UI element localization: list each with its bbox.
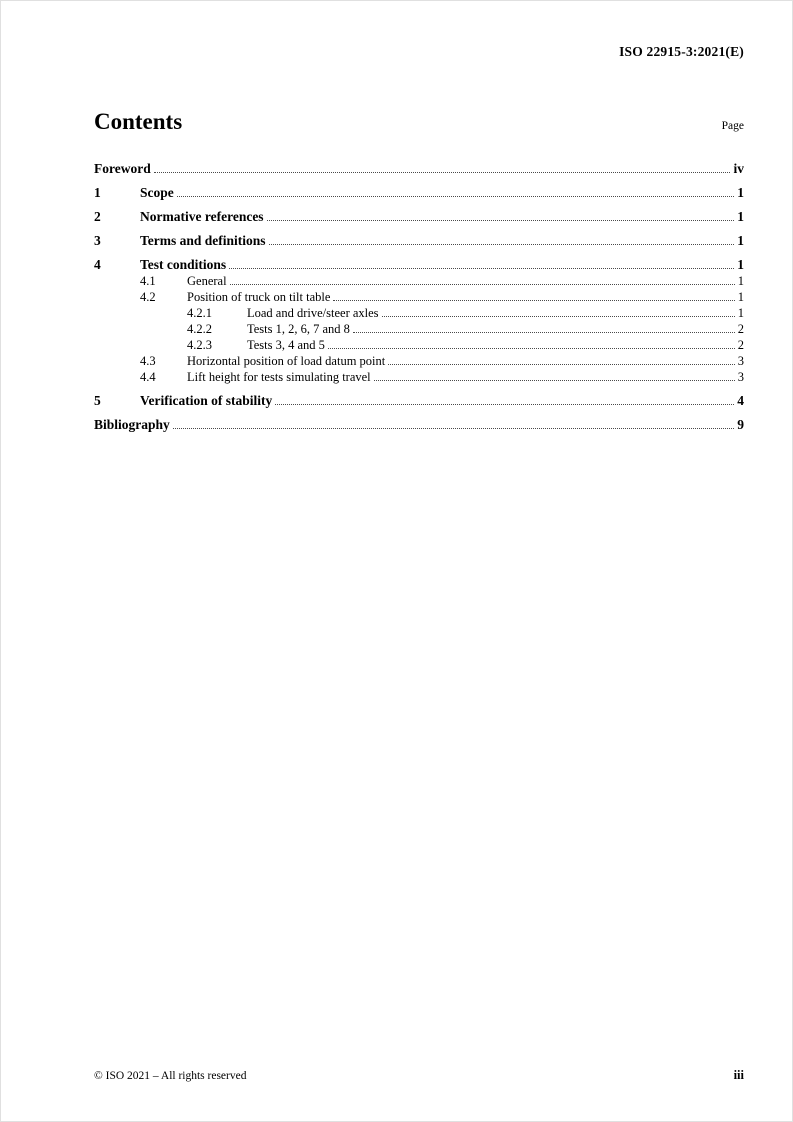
- toc-entry[interactable]: [94, 338, 744, 353]
- toc-entry-label: General: [187, 274, 227, 288]
- toc-entry-page: 1: [737, 209, 744, 224]
- toc-entry-label: Terms and definitions: [140, 233, 266, 248]
- contents-header: [94, 109, 744, 135]
- contents-title: Contents: [94, 109, 183, 134]
- toc-entry-number: 1: [94, 185, 101, 200]
- toc-entry-page: 1: [737, 274, 744, 288]
- dot-leader: [382, 316, 735, 317]
- toc-entry-page: 2: [737, 338, 744, 352]
- toc-entry-label: Tests 3, 4 and 5: [247, 338, 325, 352]
- toc-entry-number: 4.2.2: [187, 322, 212, 336]
- toc-entry-page: 3: [737, 370, 744, 384]
- dot-leader: [173, 428, 734, 429]
- toc-entry-page: 1: [737, 185, 744, 200]
- dot-leader: [177, 196, 735, 197]
- toc-entry[interactable]: [94, 322, 744, 337]
- dot-leader: [353, 332, 735, 333]
- copyright-notice: © ISO 2021 – All rights reserved: [94, 1070, 247, 1082]
- toc-entry-label: Scope: [140, 185, 174, 200]
- toc-entry[interactable]: [94, 185, 744, 201]
- dot-leader: [230, 284, 735, 285]
- toc-entry-number: 4.3: [140, 354, 156, 368]
- toc-entry-number: 4: [94, 257, 101, 272]
- toc-entry[interactable]: [94, 370, 744, 385]
- toc-entry-page: iv: [733, 161, 744, 176]
- toc-entry-page: 1: [737, 290, 744, 304]
- toc-entry-number: 4.2: [140, 290, 156, 304]
- toc-entry[interactable]: [94, 354, 744, 369]
- toc-entry-page: 1: [737, 257, 744, 272]
- toc-entry-label: Load and drive/steer axles: [247, 306, 379, 320]
- dot-leader: [374, 380, 735, 381]
- toc-entry[interactable]: [94, 257, 744, 273]
- toc-entry-number: 4.2.1: [187, 306, 212, 320]
- toc-entry[interactable]: [94, 417, 744, 433]
- dot-leader: [269, 244, 735, 245]
- toc-entry-label: Position of truck on tilt table: [187, 290, 331, 304]
- page-column-label: Page: [721, 120, 744, 132]
- toc-entry-label: Lift height for tests simulating travel: [187, 370, 371, 384]
- toc-entry-number: 3: [94, 233, 101, 248]
- toc-entry[interactable]: [94, 393, 744, 409]
- toc-entry-number: 5: [94, 393, 101, 408]
- toc-entry[interactable]: [94, 274, 744, 289]
- toc-entry-page: 9: [737, 417, 744, 432]
- toc-entry-page: 2: [737, 322, 744, 336]
- toc-entry-page: 1: [737, 306, 744, 320]
- document-reference: ISO 22915-3:2021(E): [619, 44, 744, 59]
- page-number: iii: [733, 1068, 744, 1082]
- toc-entry-number: 4.2.3: [187, 338, 212, 352]
- toc-entry-label: Verification of stability: [140, 393, 273, 408]
- toc-entry-label: Test conditions: [140, 257, 227, 272]
- toc-entry-label: Tests 1, 2, 6, 7 and 8: [247, 322, 350, 336]
- page-footer: [94, 1068, 744, 1083]
- toc-entry-label: Horizontal position of load datum point: [187, 354, 386, 368]
- toc-entry[interactable]: [94, 306, 744, 321]
- table-of-contents: [94, 153, 744, 433]
- dot-leader: [154, 172, 731, 173]
- toc-entry-number: 2: [94, 209, 101, 224]
- toc-entry[interactable]: [94, 209, 744, 225]
- toc-entry[interactable]: [94, 161, 744, 177]
- toc-entry-label: Normative references: [140, 209, 264, 224]
- dot-leader: [229, 268, 734, 269]
- toc-entry-page: 1: [737, 233, 744, 248]
- toc-entry-number: 4.1: [140, 274, 156, 288]
- toc-entry[interactable]: [94, 290, 744, 305]
- dot-leader: [333, 300, 734, 301]
- dot-leader: [267, 220, 735, 221]
- dot-leader: [275, 404, 734, 405]
- toc-entry-label: Bibliography: [94, 417, 170, 432]
- toc-entry-page: 3: [737, 354, 744, 368]
- dot-leader: [328, 348, 735, 349]
- toc-entry-page: 4: [737, 393, 744, 408]
- toc-entry-label: Foreword: [94, 161, 151, 176]
- dot-leader: [388, 364, 735, 365]
- toc-entry-number: 4.4: [140, 370, 156, 384]
- toc-entry[interactable]: [94, 233, 744, 249]
